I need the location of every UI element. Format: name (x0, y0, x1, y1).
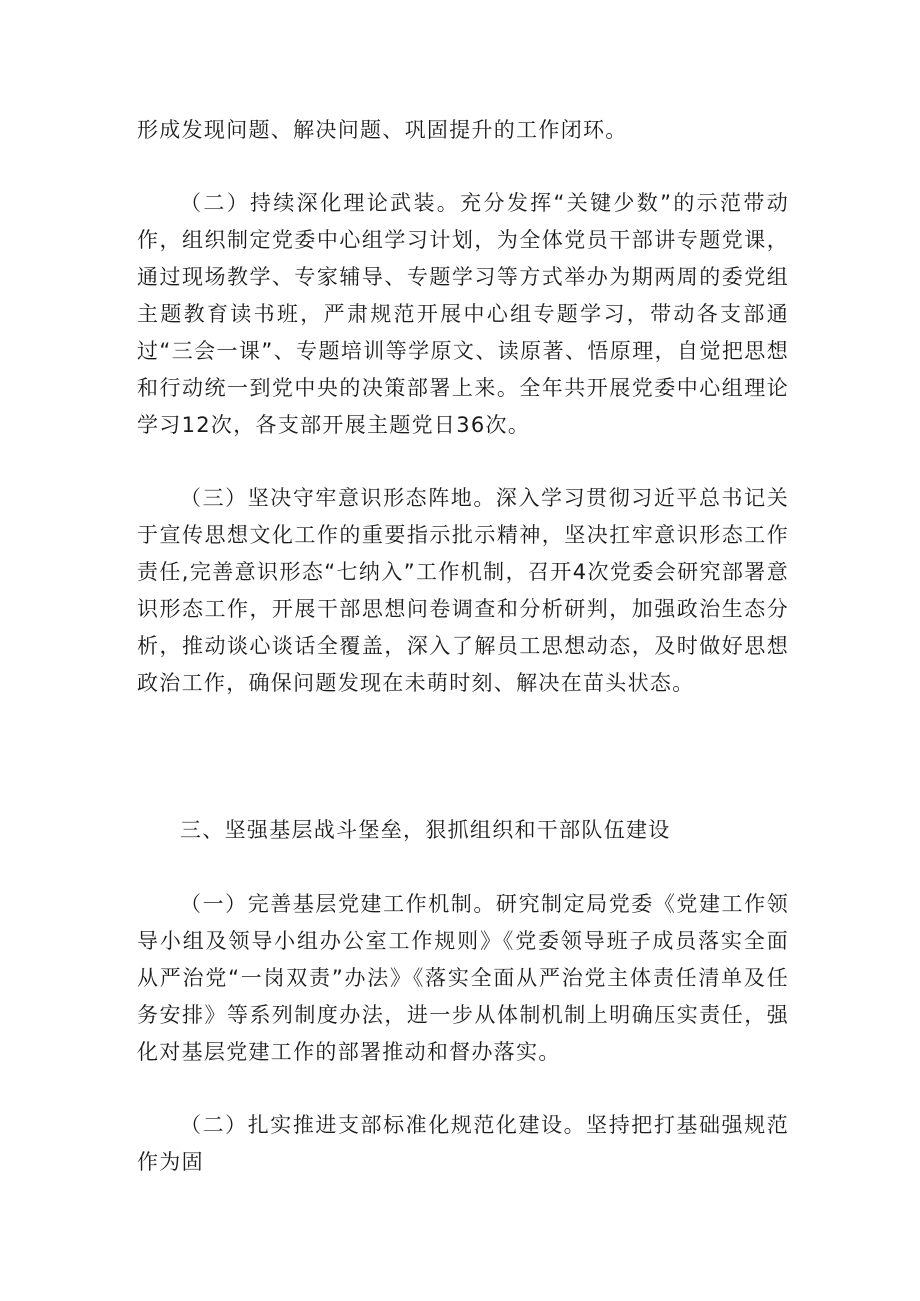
paragraph-standardization: （二）扎实推进支部标准化规范化建设。坚持把打基础强规范作为固 (137, 1113, 789, 1174)
paragraph-mechanism: （一）完善基层党建工作机制。研究制定局党委《党建工作领导小组及领导小组办公室工作规则》《党委领导班子成员落实全面从严治党“一岗双责”办法》《落实全面从严治党主体责任清单及任务安排》等系列制度办法，进一步从体制机制上明确压实责任，强化对基层党建工作的部署推动和督办落实。 (137, 892, 789, 1064)
paragraph-ideology: （三）坚决守牢意识形态阵地。深入学习贯彻习近平总书记关于宣传思想文化工作的重要指示批示精神，坚决扛牢意识形态工作责任,完善意识形态“七纳入”工作机制，召开4次党委会研究部署意识形态工作，开展干部思想问卷调查和分析研判，加强政治生态分析，推动谈心谈话全覆盖，深入了解员工思想动态，及时做好思想政治工作，确保问题发现在未萌时刻、解决在苗头状态。 (137, 486, 789, 695)
paragraph-continuation: 形成发现问题、解决问题、巩固提升的工作闭环。 (137, 118, 628, 142)
section-heading-three: 三、坚强基层战斗堡垒，狠抓组织和干部队伍建设 (180, 818, 671, 842)
paragraph-theory-study: （二）持续深化理论武装。充分发挥“关键少数”的示范带动作，组织制定党委中心组学习计划，为全体党员干部讲专题党课，通过现场教学、专家辅导、专题学习等方式举办为期两周的委党组主题教育读书班，严肃规范开展中心组专题学习，带动各支部通过“三会一课”、专题培训等学原文、读原著、悟原理，自觉把思想和行动统一到党中央的决策部署上来。全年共开展党委中心组理论学习12次，各支部开展主题党日36次。 (137, 191, 789, 437)
